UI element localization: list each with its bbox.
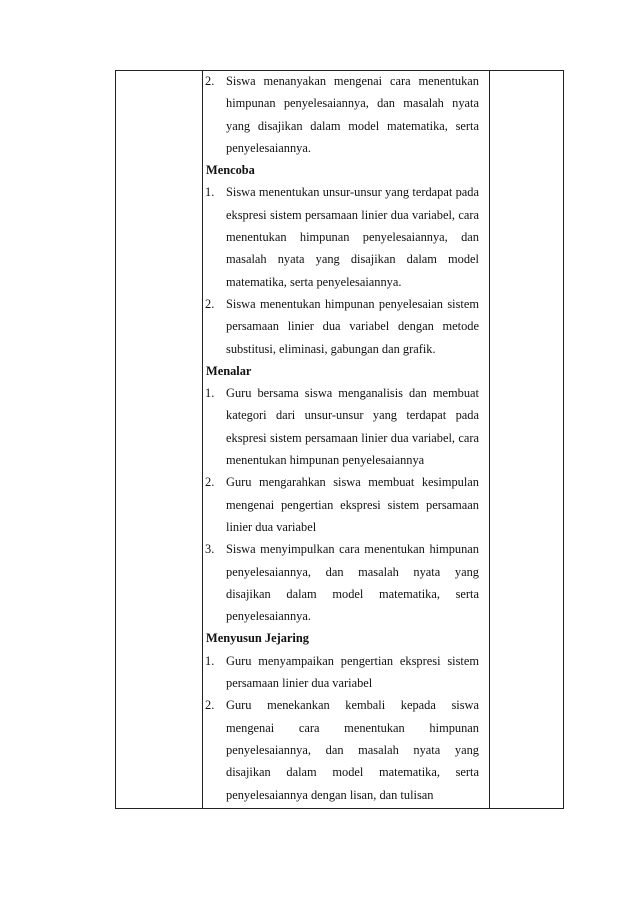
- item-text: Siswa menyimpulkan cara menentukan himpunan penyelesaiannya, dan masalah nyata yang disajikan dalam model matematika, serta penyelesaiannya.: [226, 542, 479, 624]
- activity-cell: [203, 70, 479, 806]
- item-text: Siswa menentukan unsur-unsur yang terdapat pada ekspresi sistem persamaan linier dua variabel, cara menentukan himpunan penyelesaiannya, dan masalah nyata yang disajikan dalam model matematika, serta penyelesaiannya.: [226, 185, 479, 289]
- item-text: Siswa menanyakan mengenai cara menentukan himpunan penyelesaiannya, dan masalah nyata yang disajikan dalam model matematika, serta penyelesaiannya.: [226, 74, 479, 155]
- section-mencoba: [203, 159, 479, 360]
- item-text: Guru bersama siswa menganalisis dan membuat kategori dari unsur-unsur yang terdapat pada ekspresi sistem persamaan linier dua variabel, cara menentukan himpunan penyelesaiannya: [226, 386, 479, 468]
- section-heading: Menalar: [206, 363, 252, 378]
- section-menalar: [203, 360, 479, 628]
- section-heading: Mencoba: [206, 163, 255, 178]
- item-number: 2.: [205, 74, 215, 88]
- section-heading: Menyusun Jejaring: [206, 631, 309, 646]
- item-text: Guru menekankan kembali kepada siswa mengenai cara menentukan himpunan penyelesaiannya, dan masalah nyata yang disajikan dalam model matematika, serta penyelesaiannya dengan lisan, dan tulisan: [226, 698, 479, 802]
- item-text: Siswa menentukan himpunan penyelesaian sistem persamaan linier dua variabel dengan metode substitusi, eliminasi, gabungan dan grafik.: [226, 296, 479, 356]
- list-item: [203, 293, 479, 360]
- item-number: 1.: [205, 386, 215, 401]
- item-text: Guru menyampaikan pengertian ekspresi sistem persamaan linier dua variabel: [226, 653, 479, 691]
- item-text: Guru mengarahkan siswa membuat kesimpulan mengenai pengertian ekspresi sistem persamaan linier dua variabel: [226, 475, 479, 534]
- section-continuation: [203, 70, 479, 159]
- column-divider-right: [489, 71, 490, 808]
- section-menyusun-jejaring: [203, 627, 479, 805]
- item-number: 2.: [205, 698, 215, 713]
- item-number: 2.: [205, 296, 215, 311]
- list-item: [203, 650, 479, 695]
- item-number: 3.: [205, 542, 215, 557]
- list-item: [203, 694, 479, 805]
- item-number: 1.: [205, 185, 215, 200]
- list-item: [203, 70, 479, 159]
- item-number: 1.: [205, 653, 215, 668]
- item-number: 2.: [205, 475, 215, 490]
- list-item: [203, 382, 479, 471]
- list-item: [203, 181, 479, 292]
- list-item: [203, 538, 479, 627]
- list-item: [203, 471, 479, 538]
